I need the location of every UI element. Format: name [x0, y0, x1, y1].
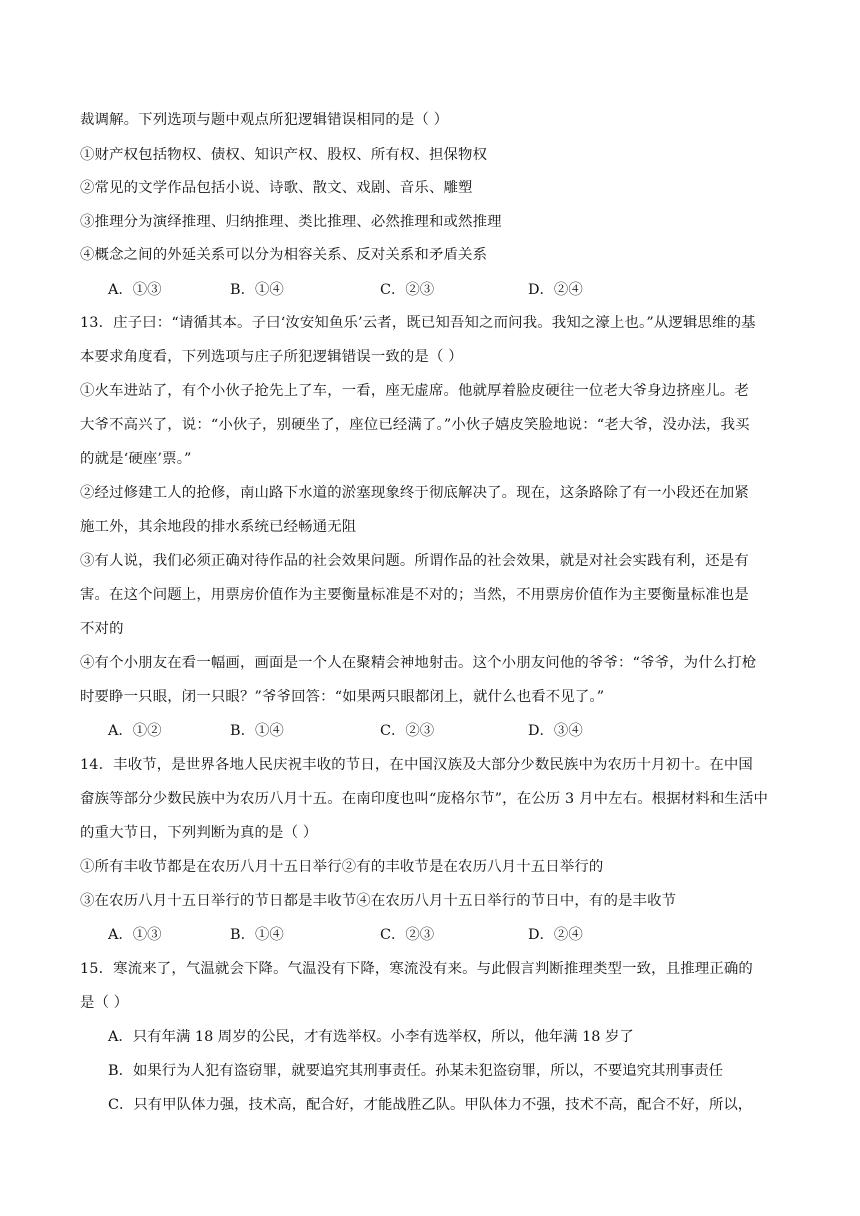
q15-stem-line-2: 是（ ）	[80, 995, 129, 1011]
q13-item-line: ②经过修建工人的抢修，南山路下水道的淤塞现象终于彻底解决了。现在，这条路除了有一小段还在加紧	[80, 485, 749, 501]
q13-item-line: 的就是‘硬座’票。”	[80, 451, 192, 467]
q15-option-b: B．如果行为人犯有盗窃罪，就要追究其刑事责任。孙某未犯盗窃罪，所以，不要追究其刑事责任	[108, 1063, 723, 1079]
q13-item-line: 施工外，其余地段的排水系统已经畅通无阻	[80, 519, 357, 535]
q13-item-line: 时要睁一只眼，闭一只眼？”爷爷回答：“如果两只眼都闭上，就什么也看不见了。”	[80, 689, 605, 705]
q12-item-1: ①财产权包括物权、债权、知识产权、股权、所有权、担保物权	[80, 147, 488, 163]
q12-stem: 裁调解。下列选项与题中观点所犯逻辑错误相同的是（ ）	[80, 112, 449, 128]
q12-option-d: D．②④	[528, 282, 583, 298]
q13-item-line: ①火车进站了，有个小伙子抢先上了车，一看，座无虚席。他就厚着脸皮硬往一位老大爷身边挤座儿。老	[80, 383, 749, 399]
q15-stem-line-1: 15．寒流来了，气温就会下降。气温没有下降，寒流没有来。与此假言判断推理类型一致，且推理正确的	[80, 961, 753, 977]
q13-option-b: B．①④	[230, 723, 284, 739]
q13-option-c: C．②③	[380, 723, 435, 739]
q14-stem-line-3: 的重大节日，下列判断为真的是（ ）	[80, 825, 318, 841]
q12-item-3: ③推理分为演绎推理、归纳推理、类比推理、必然推理和或然推理	[80, 214, 502, 230]
q14-option-a: A．①③	[108, 927, 162, 943]
q13-item-line: ③有人说，我们必须正确对待作品的社会效果问题。所谓作品的社会效果，就是对社会实践有利，还是有	[80, 553, 749, 569]
q12-option-b: B．①④	[230, 282, 284, 298]
q15-option-c: C．只有甲队体力强，技术高，配合好，才能战胜乙队。甲队体力不强，技术不高，配合不好，所以，	[108, 1097, 753, 1113]
q13-option-a: A．①②	[108, 723, 162, 739]
q14-option-b: B．①④	[230, 927, 284, 943]
q14-item-line-2: ③在农历八月十五日举行的节日都是丰收节④在农历八月十五日举行的节日中，有的是丰收节	[80, 893, 677, 909]
q13-item-line: ④有个小朋友在看一幅画，画面是一个人在聚精会神地射击。这个小朋友问他的爷爷：“爷爷，为什么打枪	[80, 655, 757, 671]
q12-option-c: C．②③	[380, 282, 435, 298]
q13-stem-line-1: 13．庄子曰：“请循其本。子曰‘汝安知鱼乐’云者，既已知吾知之而问我。我知之濠上也。”从逻辑思维的基	[80, 315, 756, 331]
q13-item-line: 大爷不高兴了，说：“小伙子，别硬坐了，座位已经满了。”小伙子嬉皮笑脸地说：“老大爷，没办法，我买	[80, 417, 750, 433]
q13-item-line: 不对的	[80, 621, 124, 637]
q14-option-c: C．②③	[380, 927, 435, 943]
q12-option-a: A．①③	[108, 282, 162, 298]
q14-item-line-1: ①所有丰收节都是在农历八月十五日举行②有的丰收节是在农历八月十五日举行的	[80, 859, 604, 875]
q13-item-line: 害。在这个问题上，用票房价值作为主要衡量标准是不对的；当然，不用票房价值作为主要衡量标准也是	[80, 587, 749, 603]
q14-stem-line-2: 畲族等部分少数民族中为农历八月十五。在南印度也叫“庞格尔节”，在公历 3 月中左右。根据材料和生活中	[80, 791, 769, 807]
q12-item-2: ②常见的文学作品包括小说、诗歌、散文、戏剧、音乐、雕塑	[80, 180, 473, 196]
q13-stem-line-2: 本要求角度看，下列选项与庄子所犯逻辑错误一致的是（ ）	[80, 349, 463, 365]
q15-option-a: A．只有年满 18 周岁的公民，才有选举权。小李有选举权，所以，他年满 18 岁了	[108, 1029, 634, 1045]
q12-item-4: ④概念之间的外延关系可以分为相容关系、反对关系和矛盾关系	[80, 247, 488, 263]
q13-option-d: D．③④	[528, 723, 583, 739]
q14-stem-line-1: 14．丰收节，是世界各地人民庆祝丰收的节日，在中国汉族及大部分少数民族中为农历十月初十。在中国	[80, 757, 753, 773]
q14-option-d: D．②④	[528, 927, 583, 943]
